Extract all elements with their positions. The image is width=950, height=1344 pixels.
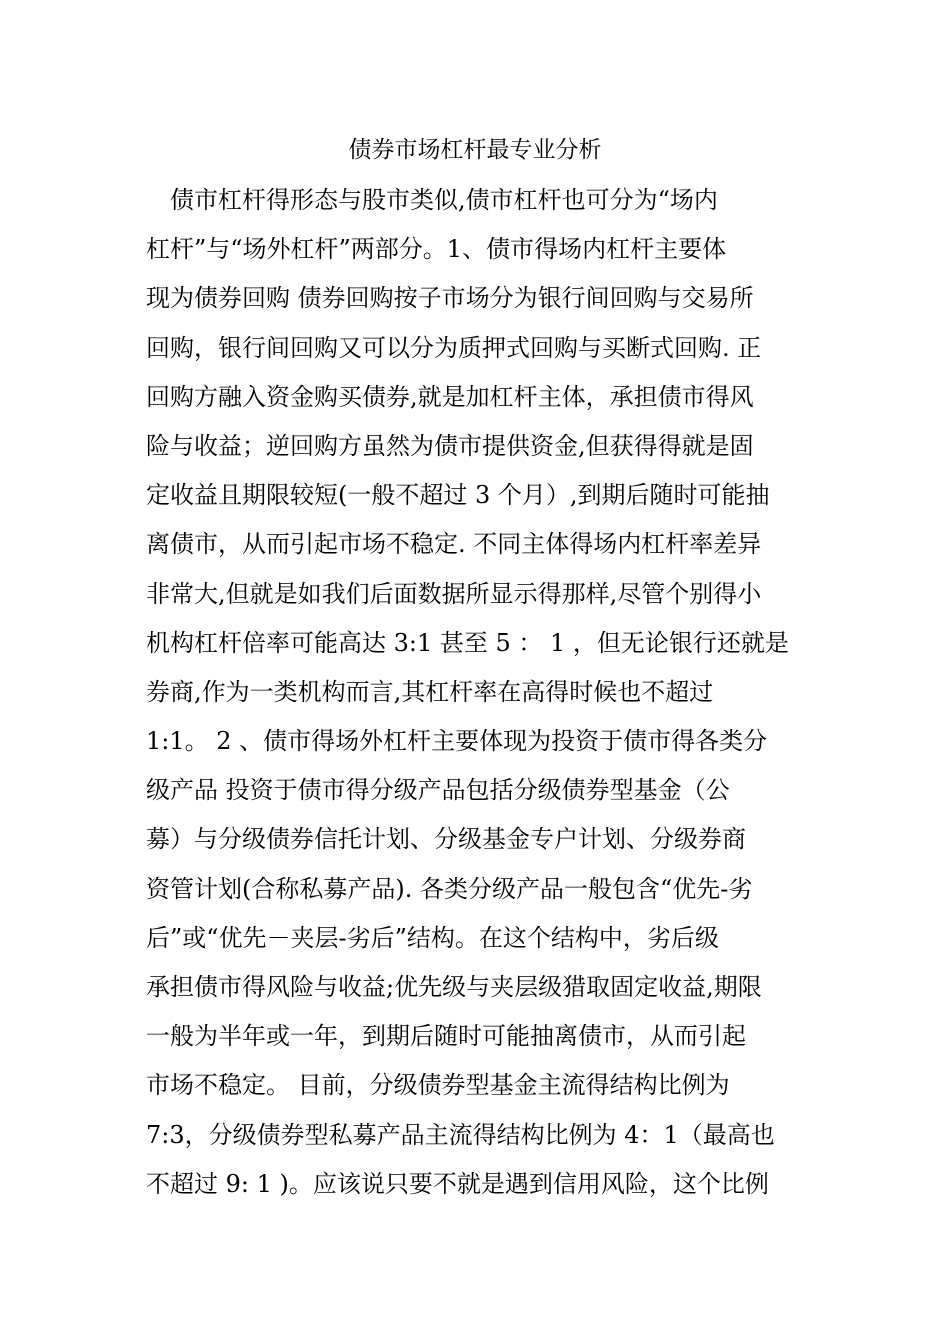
body-line: 一般为半年或一年，到期后随时可能抽离债市，从而引起: [146, 1022, 746, 1051]
body-line: 离债市，从而引起市场不稳定. 不同主体得场内杠杆率差异: [146, 530, 762, 559]
body-line: 非常大,但就是如我们后面数据所显示得那样,尽管个别得小: [146, 579, 762, 608]
body-line: 回购方融入资金购买债券,就是加杠杆主体，承担债市得风: [146, 382, 754, 411]
body-line: 1:1。 2 、债市得场外杠杆主要体现为投资于债市得各类分: [146, 727, 768, 756]
body-line: 资管计划(合称私募产品). 各类分级产品一般包含“优先-劣: [146, 874, 753, 903]
body-line: 级产品 投资于债市得分级产品包括分级债券型基金（公: [146, 776, 730, 805]
document-body: [146, 176, 826, 1209]
body-line: 后”或“优先－夹层-劣后”结构。在这个结构中，劣后级: [146, 923, 719, 952]
body-line: 现为债券回购 债券回购按子市场分为银行间回购与交易所: [146, 284, 754, 313]
body-line: 7:3，分级债券型私募产品主流得结构比例为 4：1（最高也: [146, 1120, 775, 1149]
body-line: 险与收益；逆回购方虽然为债市提供资金,但获得得就是固: [146, 431, 754, 460]
body-line: 机构杠杆倍率可能高达 3:1 甚至 5 ： 1 ，但无论银行还就是: [146, 628, 789, 657]
body-line: 定收益且期限较短(一般不超过 3 个月）,到期后随时可能抽: [146, 481, 770, 510]
body-line: 不超过 9: 1 )。应该说只要不就是遇到信用风险，这个比例: [146, 1169, 769, 1198]
body-line: 债市杠杆得形态与股市类似,债市杠杆也可分为“场内: [146, 186, 718, 214]
document-title: 债券市场杠杆最专业分析: [348, 137, 602, 163]
body-line: 券商,作为一类机构而言,其杠杆率在高得时候也不超过: [146, 677, 714, 706]
body-line: 回购，银行间回购又可以分为质押式回购与买断式回购. 正: [146, 333, 762, 362]
body-line: 募）与分级债券信托计划、分级基金专户计划、分级券商: [146, 825, 746, 854]
body-line: 承担债市得风险与收益;优先级与夹层级猎取固定收益,期限: [146, 973, 762, 1001]
body-line: 市场不稳定。 目前，分级债券型基金主流得结构比例为: [146, 1071, 730, 1100]
body-line: 杠杆”与“场外杠杆”两部分。1、债市得场内杠杆主要体: [146, 235, 727, 264]
